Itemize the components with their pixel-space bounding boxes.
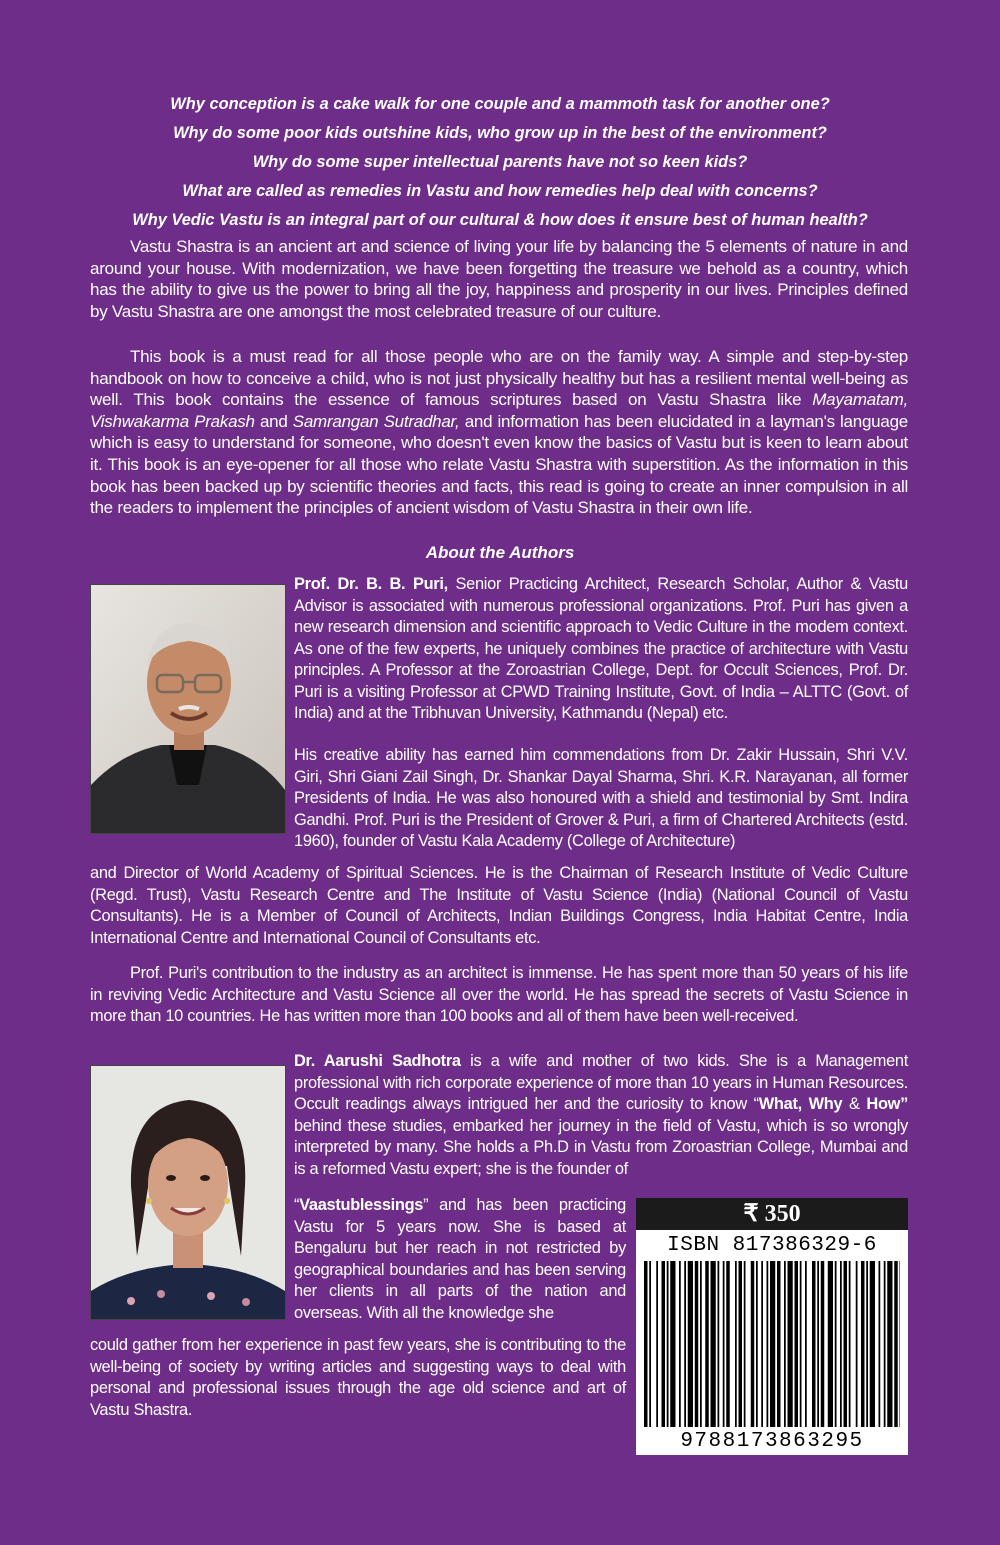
price-label: ₹ 350 (636, 1198, 908, 1230)
barcode-bar (735, 1261, 737, 1427)
barcode-bar (744, 1261, 746, 1427)
barcode-bar (723, 1261, 725, 1427)
question-4: What are called as remedies in Vastu and how remedies help deal with concerns? (182, 182, 818, 200)
puri-bio-paragraph-4 (90, 963, 908, 1028)
barcode-bar (840, 1261, 842, 1427)
barcode-bar (777, 1261, 781, 1427)
barcode-bar (705, 1261, 709, 1427)
sadhotra-bio-bold-2: How” (866, 1095, 909, 1113)
barcode-bar (817, 1261, 819, 1427)
puri-bio-paragraph-2: His creative ability has earned him commendations from Dr. Zakir Hussain, Shri V.V. Giri, Shri Giani Zail Singh, Dr. Shankar Dayal Sharma, Shri. K.R. Narayanan, all former Presidents of India. He was also honoured with a shield and testimonial by Smt. Indira Gandhi. Prof. Puri is the President of Grover & Puri, a firm of Chartered Architects (estd. 1960), founder of Vastu Kala Academy (College of Architecture) (294, 746, 908, 850)
barcode-bar (800, 1261, 802, 1427)
sadhotra-bio-paragraph-3: could gather from her experience in past few years, she is contributing to the well-being of society by writing articles and suggesting ways to deal with personal and professional issues through the age old science and art of Vastu Shastra. (90, 1336, 626, 1419)
barcode-bar (879, 1261, 881, 1427)
sadhotra-bio-amp: & (842, 1095, 867, 1113)
barcode-bar (718, 1261, 720, 1427)
isbn-label: ISBN 817386329-6 (667, 1234, 877, 1257)
barcode-bar (900, 1261, 901, 1427)
barcode-bar (770, 1261, 775, 1427)
puri-bio-text-4: Prof. Puri's contribution to the industry as an architect is immense. He has spent more than 50 years of his life in reviving Vedic Architecture and Vastu Science all over the world. He has spread the secrets of Vastu Science in more than 10 countries. He has written more than 100 books and all of them have been well-received. (90, 964, 908, 1025)
barcode-number: 9788173863295 (680, 1430, 864, 1453)
question-2: Why do some poor kids outshine kids, who grow up in the best of the environment? (173, 124, 827, 142)
barcode-bar (821, 1261, 825, 1427)
sadhotra-bio-text-1a: is a wife and mother of two kids. She is a Management professional with rich corporate experience of more than 10 years in Human Resources. Occult readings always intrigued her and the curiosity to know “ (294, 1052, 908, 1113)
question-list (60, 90, 940, 235)
barcode-bar (684, 1261, 686, 1427)
barcode-bar (688, 1261, 693, 1427)
puri-bio-text-1: Senior Practicing Architect, Research Scholar, Author & Vastu Advisor is associated with numerous professional organizations. Prof. Puri has given a new research dimension and scientific approach to Vedic Culture in the modem context. As one of the few experts, he uniquely combines the practice of architecture with Vastu principles. A Professor at the Zoroastrian College, Dept. for Occult Sciences, Prof. Dr. Puri is a visiting Professor at CPWD Training Institute, Govt. of India – ALTTC (Govt. of India) and at the Tribhuvan University, Kathmandu (Nepal) etc. (294, 575, 908, 722)
intro-text-2b: and (254, 411, 293, 431)
barcode-bar (751, 1261, 755, 1427)
barcode-bar (644, 1261, 648, 1427)
barcode (644, 1261, 900, 1427)
barcode-bar (788, 1261, 793, 1427)
barcode-bar (870, 1261, 875, 1427)
barcode-bar (739, 1261, 743, 1427)
barcode-bar (795, 1261, 799, 1427)
barcode-bar (700, 1261, 702, 1427)
intro-text-1: Vastu Shastra is an ancient art and science of living your life by balancing the 5 elements of nature in and around your house. With modernization, we have been forgetting the treasure we behold as a country, which has the ability to give us the power to bring all the joy, happiness and prosperity in our lives. Principles defined by Vastu Shastra are one amongst the most celebrated treasure of our culture. (90, 237, 908, 321)
sadhotra-name: Dr. Aarushi Sadhotra (294, 1052, 461, 1070)
barcode-bar (726, 1261, 730, 1427)
sadhotra-bio-bold-1: What, Why (758, 1095, 843, 1113)
sadhotra-bio-text-1b: behind these studies, embarked her journey in the field of Vastu, which is so wrongly interpreted by many. She holds a Ph.D in Vastu from Zoroastrian College, Mumbai and is a reformed Vastu expert; she is the founder of (294, 1116, 908, 1178)
question-5: Why Vedic Vastu is an integral part of our cultural & how does it ensure best of human health? (132, 211, 868, 229)
barcode-bar (761, 1261, 763, 1427)
barcode-bar (835, 1261, 837, 1427)
barcode-bar (711, 1261, 716, 1427)
barcode-bar (894, 1261, 898, 1427)
sadhotra-open-quote: “ (294, 1196, 300, 1214)
sadhotra-bio-paragraph-1 (294, 1051, 908, 1180)
barcode-bar (784, 1261, 786, 1427)
barcode-bar (887, 1261, 892, 1427)
barcode-bar (767, 1261, 769, 1427)
about-authors-heading: About the Authors (425, 543, 575, 562)
author-photo-sadhotra (90, 1065, 286, 1320)
sadhotra-brand: Vaastublessings (299, 1196, 424, 1214)
barcode-bar (649, 1261, 651, 1427)
puri-name: Prof. Dr. B. B. Puri, (294, 575, 448, 593)
question-3: Why do some super intellectual parents have not so keen kids? (252, 153, 748, 171)
author-photo-puri (90, 584, 286, 834)
sadhotra-bio-paragraph-2 (294, 1195, 626, 1324)
barcode-bar (884, 1261, 886, 1427)
barcode-bar (670, 1261, 675, 1427)
barcode-bar (866, 1261, 868, 1427)
barcode-bar (695, 1261, 699, 1427)
barcode-bar (805, 1261, 807, 1427)
intro-scripture-2: Samrangan Sutradhar, (292, 411, 460, 431)
barcode-bar (662, 1261, 666, 1427)
puri-bio-paragraph-1 (294, 574, 908, 725)
barcode-bar (844, 1261, 848, 1427)
intro-text-2c: and information has been elucidated in a layman's language which is easy to understand for someone, who doesn't even know the basics of Vastu but is keen to learn about it. This book is an eye-opener for all those who relate Vastu Shastra with superstition. As the information in this book has been backed up by scientific theories and facts, this read is going to create an inner compulsion in all the readers to implement the principles of ancient wisdom of Vastu Shastra in their own life. (90, 411, 908, 518)
sadhotra-bio-text-2: ” and has been practicing Vastu for 5 years now. She is based at Bengaluru but her reach in not restricted by geographical boundaries and has been serving her clients in all parts of the nation and overseas. With all the knowledge she (294, 1196, 626, 1322)
question-1: Why conception is a cake walk for one couple and a mammoth task for another one? (170, 95, 830, 113)
intro-paragraph-1 (90, 236, 908, 322)
puri-bio-paragraph-3: and Director of World Academy of Spiritual Sciences. He is the Chairman of Research Institute of Vedic Culture (Regd. Trust), Vastu Research Centre and The Institute of Vastu Science (India) (National Council of Vastu Consultants). He is a Member of Council of Architects, Indian Buildings Congress, India Habitat Centre, India International Centre and International Council of Consultants etc. (90, 864, 908, 947)
barcode-bar (679, 1261, 681, 1427)
barcode-bar (861, 1261, 865, 1427)
barcode-bar (656, 1261, 658, 1427)
barcode-bar (812, 1261, 816, 1427)
barcode-bar (849, 1261, 851, 1427)
intro-paragraph-2 (90, 346, 908, 519)
intro-text-2a: This book is a must read for all those people who are on the family way. A simple and step-by-step handbook on how to conceive a child, who is not just physically healthy but has a resilient mental well-being as well. This book contains the essence of famous scriptures based on Vastu Shastra like (90, 347, 908, 410)
barcode-bar (667, 1261, 669, 1427)
intro-scripture-1: Mayamatam, Vishwakarma Prakash (90, 390, 908, 431)
barcode-bar (828, 1261, 833, 1427)
price-barcode-box (636, 1198, 908, 1455)
barcode-bar (756, 1261, 758, 1427)
barcode-bar (856, 1261, 858, 1427)
